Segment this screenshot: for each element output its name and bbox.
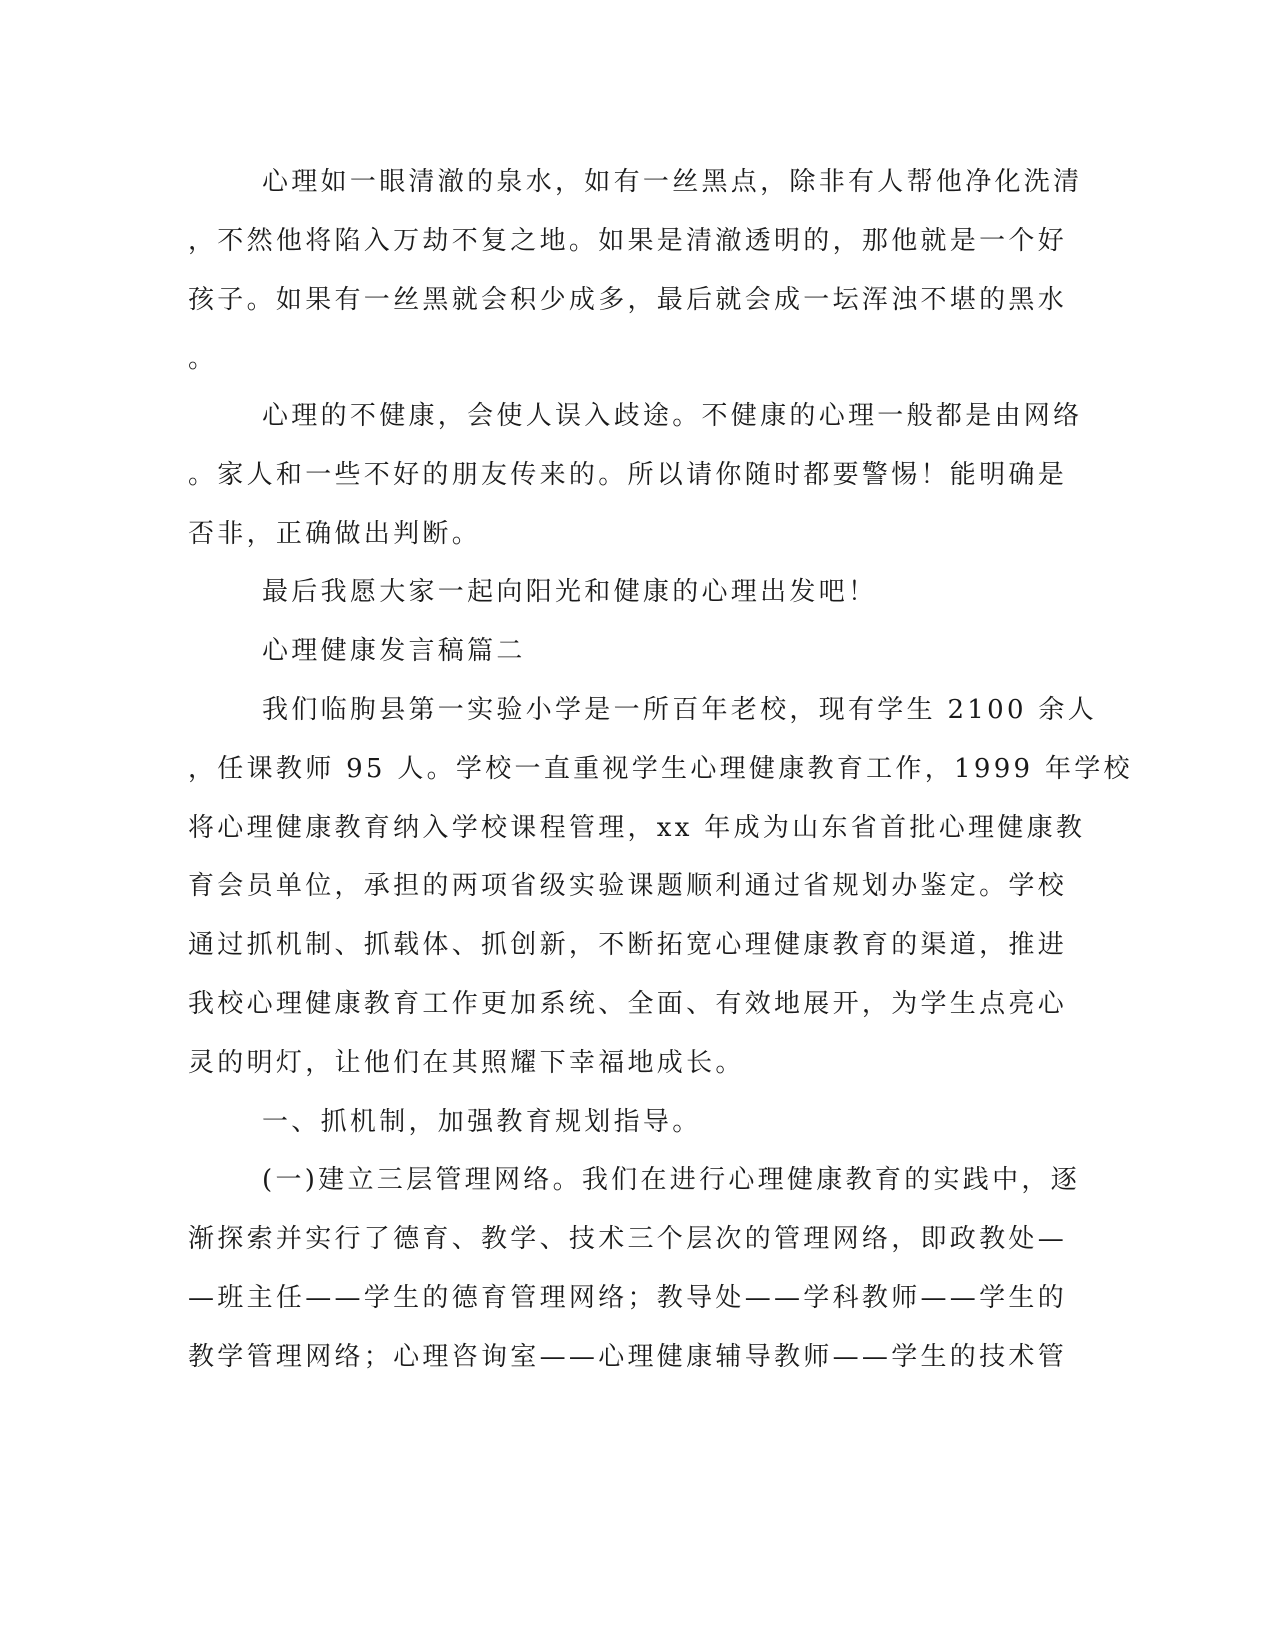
paragraph-1-line-4: 。	[188, 344, 218, 374]
paragraph-5-line-1: (一)建立三层管理网络。我们在进行心理健康教育的实践中，逐	[262, 1165, 1080, 1195]
subheading-1: 一、抓机制，加强教育规划指导。	[262, 1107, 702, 1137]
section-heading: 心理健康发言稿篇二	[262, 636, 526, 666]
paragraph-5-line-3: —班主任——学生的德育管理网络；教导处——学科教师——学生的	[188, 1283, 1068, 1313]
paragraph-2-line-2: 。家人和一些不好的朋友传来的。所以请你随时都要警惕！能明确是	[188, 460, 1068, 490]
paragraph-4-line-7: 灵的明灯，让他们在其照耀下幸福地成长。	[188, 1048, 745, 1078]
paragraph-4-line-1: 我们临朐县第一实验小学是一所百年老校，现有学生 2100 余人	[262, 695, 1097, 725]
paragraph-3-line-1: 最后我愿大家一起向阳光和健康的心理出发吧！	[262, 577, 878, 607]
paragraph-1-line-1: 心理如一眼清澈的泉水，如有一丝黑点，除非有人帮他净化洗清	[262, 167, 1083, 197]
paragraph-4-line-4: 育会员单位，承担的两项省级实验课题顺利通过省规划办鉴定。学校	[188, 871, 1068, 901]
paragraph-2-line-3: 否非，正确做出判断。	[188, 519, 482, 549]
paragraph-5-line-2: 渐探索并实行了德育、教学、技术三个层次的管理网络，即政教处—	[188, 1224, 1068, 1254]
paragraph-4-line-2: ，任课教师 95 人。学校一直重视学生心理健康教育工作，1999 年学校	[188, 754, 1133, 784]
paragraph-1-line-3: 孩子。如果有一丝黑就会积少成多，最后就会成一坛浑浊不堪的黑水	[188, 285, 1068, 315]
paragraph-4-line-5: 通过抓机制、抓载体、抓创新，不断拓宽心理健康教育的渠道，推进	[188, 930, 1068, 960]
paragraph-1-line-2: ，不然他将陷入万劫不复之地。如果是清澈透明的，那他就是一个好	[188, 226, 1068, 256]
paragraph-2-line-1: 心理的不健康，会使人误入歧途。不健康的心理一般都是由网络	[262, 401, 1083, 431]
paragraph-5-line-4: 教学管理网络；心理咨询室——心理健康辅导教师——学生的技术管	[188, 1342, 1068, 1372]
paragraph-4-line-6: 我校心理健康教育工作更加系统、全面、有效地展开，为学生点亮心	[188, 989, 1068, 1019]
paragraph-4-line-3: 将心理健康教育纳入学校课程管理，xx 年成为山东省首批心理健康教	[188, 813, 1086, 843]
